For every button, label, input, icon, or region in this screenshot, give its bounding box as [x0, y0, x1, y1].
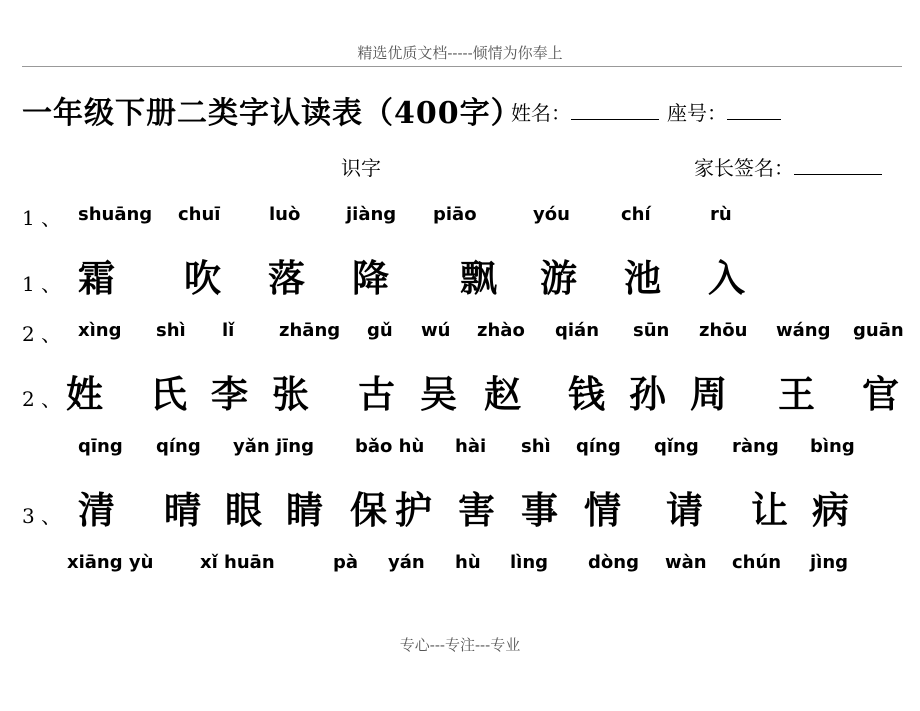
page-header: 精选优质文档-----倾情为你奉上	[357, 44, 563, 62]
hanzi: 吹	[184, 256, 221, 300]
pinyin: yán	[388, 552, 425, 573]
hanzi: 睛	[286, 488, 323, 532]
section-label: 识字	[341, 156, 381, 180]
pinyin: chún	[732, 552, 782, 573]
hanzi: 李	[211, 372, 248, 416]
page-title: 一年级下册二类字认读表（400字）	[22, 96, 522, 131]
pinyin: zhāng	[279, 320, 341, 341]
seat-blank[interactable]	[727, 101, 781, 120]
pinyin: bìng	[810, 436, 855, 457]
pinyin: qǐng	[654, 436, 699, 457]
hanzi: 病	[812, 488, 849, 532]
hanzi: 晴	[164, 488, 201, 532]
hanzi: 落	[268, 256, 305, 300]
row-number: 2 、	[22, 387, 62, 411]
hanzi: 入	[708, 256, 745, 300]
pinyin: qíng	[156, 436, 201, 457]
pinyin: wáng	[776, 320, 831, 341]
header-divider	[22, 66, 902, 67]
pinyin: gǔ	[367, 320, 393, 341]
hanzi: 周	[690, 372, 727, 416]
pinyin: hù	[455, 552, 481, 573]
hanzi: 氏	[150, 372, 187, 416]
pinyin: wàn	[665, 552, 707, 573]
hanzi: 姓	[66, 372, 103, 416]
hanzi: 飘	[460, 256, 497, 300]
pinyin: piāo	[433, 204, 477, 225]
parent-sign-field	[694, 152, 882, 181]
hanzi: 眼	[225, 488, 262, 532]
pinyin: yǎn jīng	[233, 436, 314, 457]
pinyin: luò	[269, 204, 301, 225]
pinyin: wú	[421, 320, 451, 341]
row-number: 2 、	[22, 322, 62, 346]
pinyin: yóu	[533, 204, 570, 225]
hanzi: 事	[521, 488, 558, 532]
pinyin: shì	[521, 436, 551, 457]
pinyin: chí	[621, 204, 651, 225]
hanzi: 池	[624, 256, 661, 300]
name-field	[511, 97, 659, 126]
hanzi: 赵	[484, 372, 521, 416]
name-blank[interactable]	[571, 101, 659, 120]
hanzi: 古	[358, 372, 395, 416]
pinyin: lǐ	[222, 320, 235, 341]
page-footer: 专心---专注---专业	[399, 636, 521, 654]
hanzi: 钱	[568, 372, 605, 416]
row-number: 1 、	[22, 272, 62, 296]
parent-sign-label: 家长签名：	[694, 156, 794, 180]
pinyin: zhào	[477, 320, 525, 341]
hanzi: 害	[458, 488, 495, 532]
hanzi: 游	[540, 256, 577, 300]
pinyin: qīng	[78, 436, 123, 457]
hanzi: 霜	[78, 256, 115, 300]
pinyin: qián	[555, 320, 600, 341]
parent-sign-blank[interactable]	[794, 156, 882, 175]
hanzi: 让	[751, 488, 788, 532]
hanzi: 张	[272, 372, 309, 416]
pinyin: xìng	[78, 320, 122, 341]
hanzi: 吴	[420, 372, 457, 416]
pinyin: guān	[853, 320, 904, 341]
hanzi: 孙	[629, 372, 666, 416]
pinyin: shì	[156, 320, 186, 341]
pinyin: jìng	[810, 552, 849, 573]
hanzi: 护	[395, 488, 432, 532]
hanzi: 官	[862, 372, 899, 416]
pinyin: sūn	[633, 320, 670, 341]
hanzi: 请	[666, 488, 703, 532]
pinyin: jiàng	[346, 204, 397, 225]
seat-field	[667, 97, 781, 126]
hanzi: 保	[350, 488, 387, 532]
row-number: 3 、	[22, 504, 62, 528]
seat-label: 座号：	[667, 101, 727, 125]
hanzi: 情	[584, 488, 621, 532]
pinyin: hài	[455, 436, 487, 457]
pinyin: lìng	[510, 552, 549, 573]
pinyin: ràng	[732, 436, 779, 457]
pinyin: xiāng yù	[67, 552, 154, 573]
pinyin: qíng	[576, 436, 621, 457]
pinyin: dòng	[588, 552, 639, 573]
pinyin: xǐ huān	[200, 552, 275, 573]
pinyin: pà	[333, 552, 359, 573]
hanzi: 王	[778, 372, 815, 416]
pinyin: rù	[710, 204, 732, 225]
pinyin: chuī	[178, 204, 221, 225]
row-number: 1 、	[22, 206, 62, 230]
pinyin: shuāng	[78, 204, 153, 225]
name-label: 姓名：	[511, 101, 571, 125]
pinyin: bǎo hù	[355, 436, 425, 457]
hanzi: 降	[352, 256, 389, 300]
hanzi: 清	[78, 488, 115, 532]
pinyin: zhōu	[699, 320, 748, 341]
